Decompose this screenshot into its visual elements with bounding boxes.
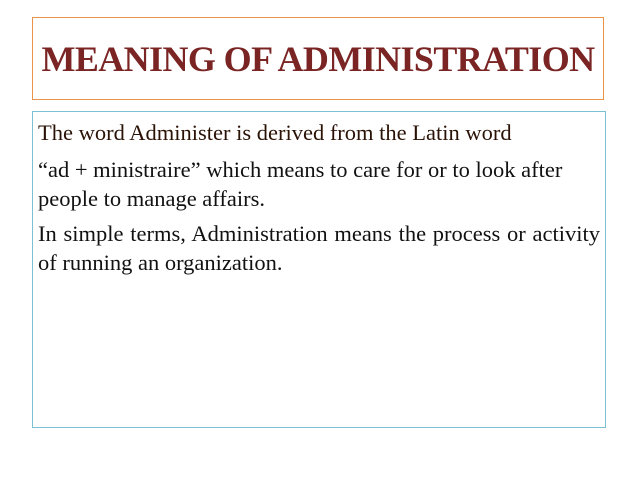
title-box	[32, 17, 604, 100]
paragraph-simple-terms: In simple terms, Administration means the process or activity of running an organization.	[38, 221, 600, 275]
content-box	[32, 111, 606, 428]
paragraph-etymology: “ad + ministraire” which means to care for or to look after people to manage affairs.	[38, 157, 563, 211]
paragraph-definition-origin: The word Administer is derived from the Latin word	[38, 120, 512, 145]
slide-title: MEANING OF ADMINISTRATION	[41, 38, 595, 79]
